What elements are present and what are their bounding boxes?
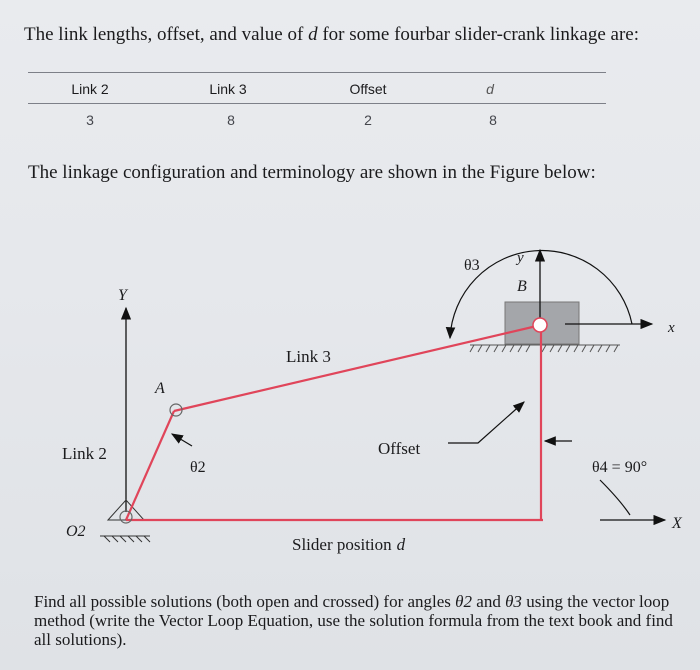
theta2-arrow bbox=[172, 434, 192, 446]
header-d: d bbox=[486, 81, 494, 97]
label-theta4: θ4 = 90° bbox=[592, 459, 648, 476]
label-A: A bbox=[155, 380, 165, 397]
value-link3: 8 bbox=[227, 112, 235, 128]
intro-variable-d: d bbox=[308, 24, 318, 45]
joint-o2 bbox=[120, 511, 132, 523]
slider-ground bbox=[470, 345, 620, 352]
label-theta3: θ3 bbox=[464, 257, 480, 274]
label-Y: Y bbox=[118, 287, 127, 304]
value-link2: 3 bbox=[86, 112, 94, 128]
label-slider-position: Slider position d bbox=[292, 535, 406, 554]
link3-line bbox=[174, 325, 541, 411]
label-theta2: θ2 bbox=[190, 459, 206, 476]
label-offset: Offset bbox=[378, 439, 421, 458]
link2-line bbox=[126, 411, 174, 520]
label-B: B bbox=[517, 278, 527, 295]
label-x: x bbox=[668, 320, 675, 336]
header-link2: Link 2 bbox=[71, 81, 109, 97]
offset-leader bbox=[448, 402, 524, 443]
config-text: The linkage configuration and terminology are shown in the Figure below: bbox=[28, 162, 596, 183]
question-text: Find all possible solutions (both open and crossed) for angles θ2 and θ3 using the vector loop method (write the Vector Loop Equation, use the solution formula from the text book and find all solutions). bbox=[34, 592, 673, 649]
intro-text: The link lengths, offset, and value of d for some fourbar slider-crank linkage are: bbox=[24, 24, 639, 45]
label-y: y bbox=[517, 250, 524, 266]
label-O2: O2 bbox=[66, 523, 86, 540]
header-offset: Offset bbox=[349, 81, 387, 97]
label-link2: Link 2 bbox=[62, 444, 107, 463]
theta4-arc bbox=[600, 480, 630, 515]
value-offset: 2 bbox=[364, 112, 372, 128]
value-d: 8 bbox=[489, 112, 497, 128]
label-link3: Link 3 bbox=[286, 347, 331, 366]
label-X: X bbox=[672, 515, 682, 532]
header-link3: Link 3 bbox=[209, 81, 247, 97]
joint-b bbox=[533, 318, 547, 332]
